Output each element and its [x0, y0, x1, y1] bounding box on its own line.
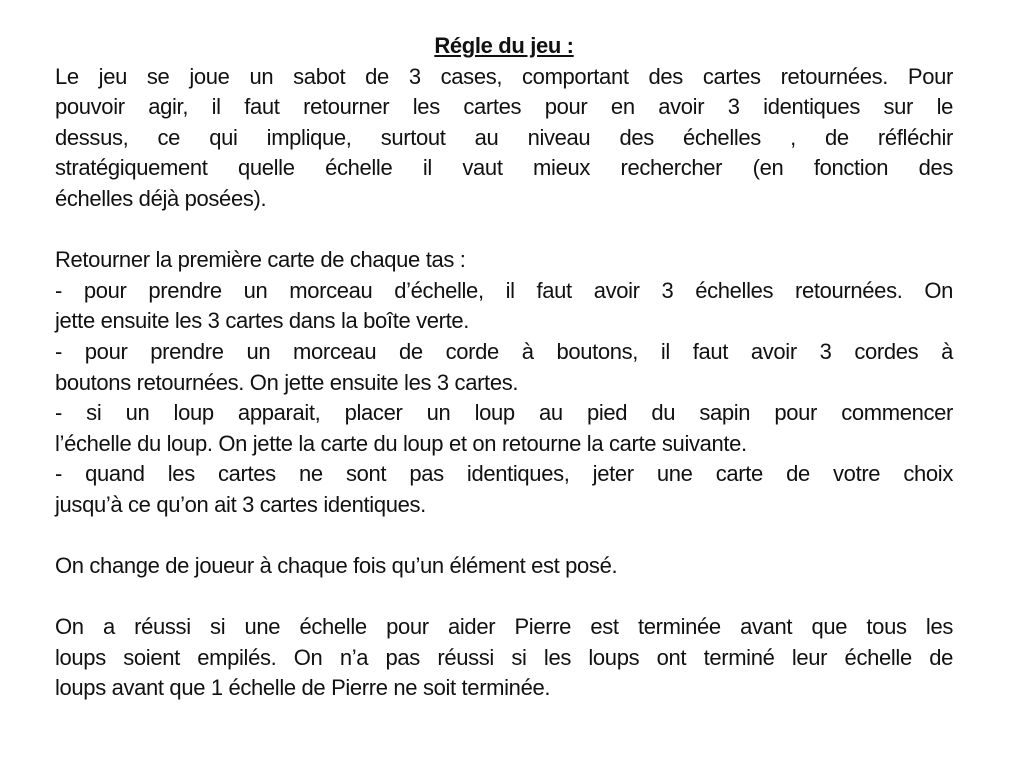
- paragraph: [55, 245, 953, 520]
- text-line: - pour prendre un morceau de corde à boutons, il faut avoir 3 cordes à: [55, 338, 953, 364]
- document-page: [55, 31, 953, 704]
- text-line: stratégiquement quelle échelle il vaut mieux rechercher (en fonction des: [55, 155, 953, 181]
- document-title: Régle du jeu :: [434, 33, 574, 58]
- text-line: pouvoir agir, il faut retourner les cartes pour en avoir 3 identiques sur le: [55, 94, 953, 120]
- paragraph: [55, 612, 953, 704]
- text-line: Le jeu se joue un sabot de 3 cases, comportant des cartes retournées. Pour: [55, 63, 953, 89]
- text-line: On a réussi si une échelle pour aider Pierre est terminée avant que tous les: [55, 614, 953, 640]
- text-line: - si un loup apparait, placer un loup au pied du sapin pour commencer: [55, 400, 953, 426]
- paragraph: [55, 62, 953, 215]
- text-line: Retourner la première carte de chaque tas :: [55, 247, 466, 273]
- text-line: l’échelle du loup. On jette la carte du loup et on retourne la carte suivante.: [55, 430, 747, 456]
- paragraph-gap: [55, 582, 953, 613]
- text-line: On change de joueur à chaque fois qu’un élément est posé.: [55, 553, 618, 579]
- paragraph-gap: [55, 521, 953, 552]
- text-line: - quand les cartes ne sont pas identiques, jeter une carte de votre choix: [55, 461, 953, 487]
- text-line: boutons retournées. On jette ensuite les 3 cartes.: [55, 369, 519, 395]
- document-body: [55, 62, 953, 704]
- text-line: jusqu’à ce qu’on ait 3 cartes identiques.: [55, 491, 426, 517]
- text-line: loups avant que 1 échelle de Pierre ne soit terminée.: [55, 675, 551, 701]
- text-line: échelles déjà posées).: [55, 185, 267, 211]
- paragraph-gap: [55, 215, 953, 246]
- text-line: loups soient empilés. On n’a pas réussi si les loups ont terminé leur échelle de: [55, 644, 953, 670]
- text-line: jette ensuite les 3 cartes dans la boîte verte.: [55, 308, 470, 334]
- paragraph: [55, 551, 953, 582]
- text-line: dessus, ce qui implique, surtout au niveau des échelles , de réfléchir: [55, 124, 953, 150]
- text-line: - pour prendre un morceau d’échelle, il faut avoir 3 échelles retournées. On: [55, 277, 953, 303]
